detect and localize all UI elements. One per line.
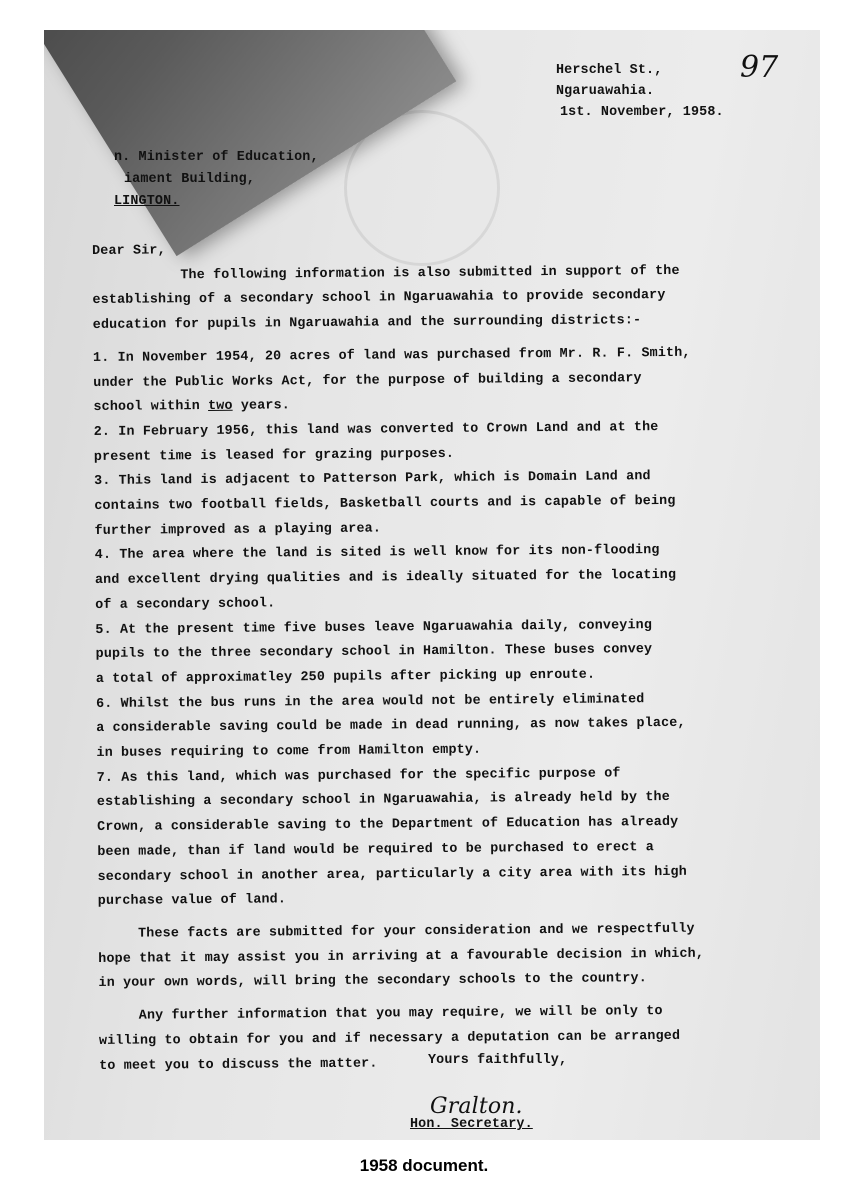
point-line: been made, than if land would be required to be purchased to erect a — [97, 839, 655, 860]
point-line: and excellent drying qualities and is ideally situated for the locating — [94, 568, 677, 589]
point-line: under the Public Works Act, for the purpose of building a secondary — [93, 370, 642, 391]
signature-block — [410, 1094, 533, 1134]
signatory-title: Hon. Secretary. — [410, 1117, 533, 1132]
point-line: pupils to the three secondary school in Hamilton. These buses convey — [95, 642, 653, 663]
point-line: present time is leased for grazing purposes. — [93, 446, 455, 465]
intro-line: establishing of a secondary school in Ngaruawahia to provide secondary — [92, 288, 666, 309]
sign-off: Yours faithfully, — [428, 1053, 568, 1068]
point-line: a total of approximatley 250 pupils after picking up enroute. — [95, 667, 596, 687]
point-line: secondary school in another area, particularly a city area with its high — [97, 864, 687, 885]
closing-line: in your own words, will bring the secondary schools to the country. — [98, 971, 647, 992]
closing-line: willing to obtain for you and if necessary a deputation can be arranged — [98, 1028, 681, 1049]
closing-line: hope that it may assist you in arriving at a favourable decision in which, — [98, 946, 705, 967]
point-line: 7. As this land, which was purchased for the specific purpose of — [96, 766, 621, 786]
closing-line: to meet you to discuss the matter. — [99, 1056, 378, 1074]
sender-address — [556, 60, 724, 123]
recipient-city: LINGTON. — [114, 194, 180, 209]
point-line: 5. At the present time five buses leave Ngaruawahia daily, conveying — [95, 617, 653, 638]
image-caption: 1958 document. — [359, 1156, 489, 1175]
point-line: 6. Whilst the bus runs in the area would not be entirely eliminated — [95, 691, 645, 712]
intro-line: The following information is also submitted in support of the — [180, 263, 680, 283]
point-line: a considerable saving could be made in dead running, as now takes place, — [96, 716, 686, 737]
underlined-word: two — [208, 398, 233, 415]
point-line: school within two years. — [93, 398, 291, 416]
letter-body — [92, 235, 705, 1079]
handwritten-signature: Gralton. — [430, 1094, 523, 1119]
salutation: Dear Sir, — [92, 243, 166, 259]
point-line: purchase value of land. — [97, 892, 287, 910]
intro-line: education for pupils in Ngaruawahia and the surrounding districts:- — [92, 313, 642, 334]
point-line: further improved as a playing area. — [94, 521, 382, 539]
recipient-line: n. Minister of Education, — [114, 150, 319, 165]
closing-line: These facts are submitted for your consideration and we respectfully — [137, 921, 695, 942]
point-line: 2. In February 1956, this land was converted to Crown Land and at the — [93, 419, 659, 440]
point-line: contains two football fields, Basketball courts and is capable of being — [94, 493, 676, 515]
point-line: in buses requiring to come from Hamilton empty. — [96, 742, 482, 762]
letter-date: 1st. November, 1958. — [560, 105, 724, 120]
point-line: 4. The area where the land is sited is well know for its non-flooding — [94, 543, 660, 564]
document-photo — [44, 30, 820, 1140]
address-street: Herschel St., — [556, 63, 663, 78]
recipient-line: iament Building, — [124, 172, 255, 187]
recipient-block — [104, 147, 319, 213]
point-line: establishing a secondary school in Ngaruawahia, is already held by the — [96, 790, 670, 811]
page-number: 97 — [740, 50, 779, 85]
point-line: Crown, a considerable saving to the Department of Education has already — [97, 815, 679, 836]
address-town: Ngaruawahia. — [556, 84, 655, 99]
closing-line: Any further information that you may require, we will be only to — [138, 1004, 663, 1024]
point-line: of a secondary school. — [95, 596, 276, 613]
point-line: 3. This land is adjacent to Patterson Park, which is Domain Land and — [94, 469, 651, 490]
point-line: 1. In November 1954, 20 acres of land was purchased from Mr. R. F. Smith, — [92, 345, 691, 366]
